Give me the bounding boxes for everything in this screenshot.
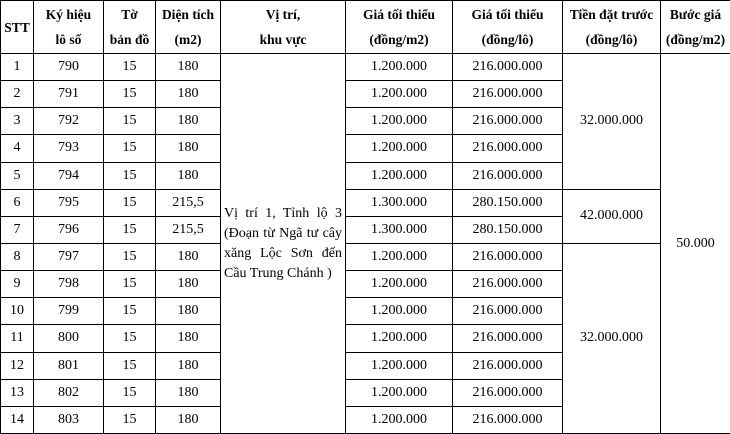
header-map-sheet: Tờ bản đồ	[104, 1, 156, 54]
cell-map-sheet: 15	[104, 379, 156, 406]
cell-stt: 8	[1, 243, 34, 270]
header-min-price-lot: Giá tối thiểu (đồng/lô)	[453, 1, 563, 54]
cell-location: Vị trí 1, Tỉnh lộ 3 (Đoạn từ Ngã tư cây xăng Lộc Sơn đến Cầu Trung Chánh )	[221, 54, 346, 434]
cell-min-price-lot: 216.000.000	[453, 81, 563, 108]
cell-lot-number: 801	[34, 352, 104, 379]
cell-area: 215,5	[156, 189, 221, 216]
cell-min-price-lot: 216.000.000	[453, 243, 563, 270]
header-row	[1, 1, 730, 54]
cell-area: 180	[156, 379, 221, 406]
cell-area: 180	[156, 352, 221, 379]
cell-min-price-m2: 1.200.000	[346, 406, 453, 433]
cell-min-price-m2: 1.200.000	[346, 271, 453, 298]
cell-min-price-m2: 1.200.000	[346, 352, 453, 379]
cell-area: 180	[156, 243, 221, 270]
cell-stt: 5	[1, 162, 34, 189]
cell-lot-number: 791	[34, 81, 104, 108]
cell-area: 180	[156, 271, 221, 298]
cell-map-sheet: 15	[104, 271, 156, 298]
cell-lot-number: 802	[34, 379, 104, 406]
cell-min-price-lot: 216.000.000	[453, 379, 563, 406]
cell-stt: 1	[1, 54, 34, 81]
cell-area: 180	[156, 162, 221, 189]
cell-map-sheet: 15	[104, 108, 156, 135]
cell-area: 215,5	[156, 216, 221, 243]
cell-map-sheet: 15	[104, 135, 156, 162]
header-deposit: Tiền đặt trước (đồng/lô)	[563, 1, 661, 54]
cell-area: 180	[156, 135, 221, 162]
cell-stt: 7	[1, 216, 34, 243]
cell-deposit: 32.000.000	[563, 243, 661, 433]
cell-area: 180	[156, 325, 221, 352]
cell-min-price-m2: 1.200.000	[346, 162, 453, 189]
cell-lot-number: 793	[34, 135, 104, 162]
cell-lot-number: 800	[34, 325, 104, 352]
cell-area: 180	[156, 54, 221, 81]
header-min-price-m2: Giá tối thiểu (đồng/m2)	[346, 1, 453, 54]
cell-stt: 9	[1, 271, 34, 298]
cell-stt: 4	[1, 135, 34, 162]
cell-lot-number: 794	[34, 162, 104, 189]
cell-map-sheet: 15	[104, 298, 156, 325]
cell-map-sheet: 15	[104, 189, 156, 216]
cell-stt: 12	[1, 352, 34, 379]
cell-min-price-m2: 1.200.000	[346, 108, 453, 135]
cell-min-price-m2: 1.200.000	[346, 81, 453, 108]
cell-lot-number: 797	[34, 243, 104, 270]
cell-min-price-m2: 1.200.000	[346, 54, 453, 81]
cell-stt: 2	[1, 81, 34, 108]
cell-min-price-m2: 1.200.000	[346, 325, 453, 352]
cell-stt: 10	[1, 298, 34, 325]
cell-lot-number: 795	[34, 189, 104, 216]
cell-stt: 13	[1, 379, 34, 406]
cell-price-step: 50.000	[661, 54, 730, 434]
cell-lot-number: 790	[34, 54, 104, 81]
cell-map-sheet: 15	[104, 325, 156, 352]
cell-map-sheet: 15	[104, 162, 156, 189]
header-location: Vị trí, khu vực	[221, 1, 346, 54]
cell-stt: 11	[1, 325, 34, 352]
header-area: Diện tích (m2)	[156, 1, 221, 54]
cell-min-price-lot: 216.000.000	[453, 162, 563, 189]
cell-min-price-lot: 216.000.000	[453, 298, 563, 325]
cell-min-price-m2: 1.200.000	[346, 243, 453, 270]
header-lot-number: Ký hiệu lô số	[34, 1, 104, 54]
cell-map-sheet: 15	[104, 243, 156, 270]
header-price-step: Bước giá (đồng/m2)	[661, 1, 730, 54]
table-row	[1, 54, 730, 81]
header-stt-label: STT	[4, 19, 30, 35]
cell-lot-number: 792	[34, 108, 104, 135]
table-row	[1, 243, 730, 270]
cell-map-sheet: 15	[104, 54, 156, 81]
cell-min-price-lot: 216.000.000	[453, 406, 563, 433]
cell-min-price-lot: 216.000.000	[453, 325, 563, 352]
cell-lot-number: 799	[34, 298, 104, 325]
table-row	[1, 189, 730, 216]
cell-min-price-m2: 1.200.000	[346, 379, 453, 406]
cell-min-price-lot: 216.000.000	[453, 135, 563, 162]
cell-min-price-m2: 1.300.000	[346, 216, 453, 243]
cell-area: 180	[156, 81, 221, 108]
cell-stt: 3	[1, 108, 34, 135]
cell-min-price-m2: 1.300.000	[346, 189, 453, 216]
cell-min-price-lot: 216.000.000	[453, 108, 563, 135]
cell-map-sheet: 15	[104, 216, 156, 243]
cell-min-price-lot: 280.150.000	[453, 216, 563, 243]
cell-map-sheet: 15	[104, 352, 156, 379]
cell-min-price-lot: 280.150.000	[453, 189, 563, 216]
cell-min-price-m2: 1.200.000	[346, 298, 453, 325]
cell-area: 180	[156, 108, 221, 135]
header-stt	[1, 1, 34, 54]
cell-area: 180	[156, 406, 221, 433]
cell-deposit: 42.000.000	[563, 189, 661, 243]
cell-min-price-lot: 216.000.000	[453, 352, 563, 379]
cell-lot-number: 798	[34, 271, 104, 298]
cell-min-price-lot: 216.000.000	[453, 271, 563, 298]
cell-min-price-m2: 1.200.000	[346, 135, 453, 162]
cell-map-sheet: 15	[104, 81, 156, 108]
cell-stt: 6	[1, 189, 34, 216]
cell-stt: 14	[1, 406, 34, 433]
cell-area: 180	[156, 298, 221, 325]
cell-deposit: 32.000.000	[563, 54, 661, 190]
cell-min-price-lot: 216.000.000	[453, 54, 563, 81]
cell-lot-number: 796	[34, 216, 104, 243]
cell-map-sheet: 15	[104, 406, 156, 433]
cell-lot-number: 803	[34, 406, 104, 433]
